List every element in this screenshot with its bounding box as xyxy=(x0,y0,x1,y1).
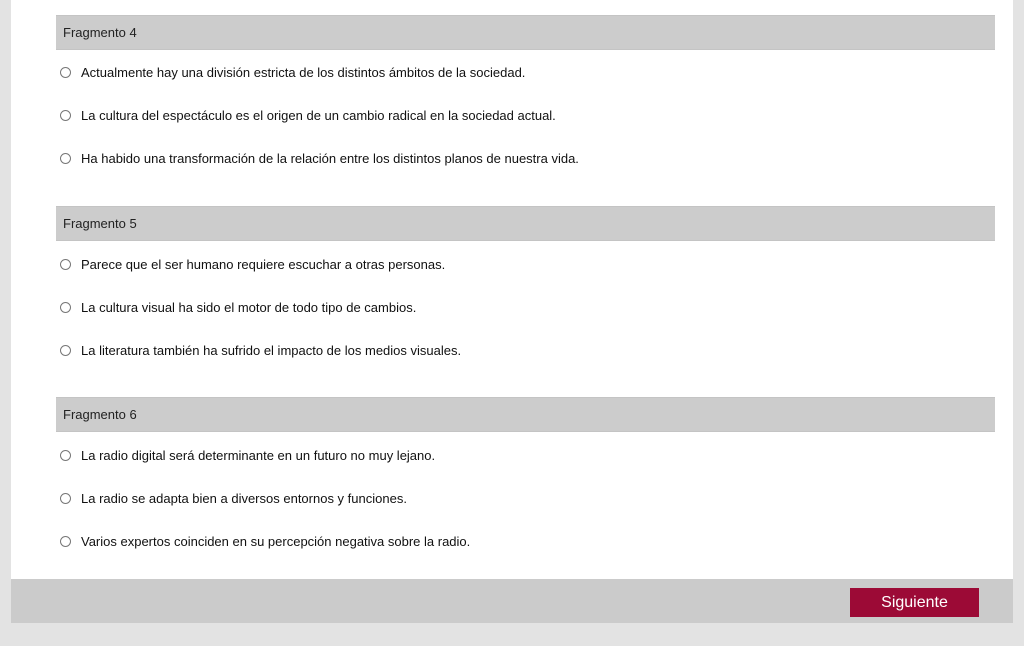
answer-option[interactable] xyxy=(60,488,407,508)
answer-option[interactable] xyxy=(60,340,461,360)
answer-option[interactable] xyxy=(60,531,470,551)
answer-option-label: La radio digital será determinante en un futuro no muy lejano. xyxy=(81,447,436,463)
answer-option[interactable] xyxy=(60,445,435,465)
answer-option[interactable] xyxy=(60,62,525,82)
section-header-fragmento-4: Fragmento 4 xyxy=(56,15,995,50)
section-header-fragmento-6: Fragmento 6 xyxy=(56,397,995,432)
answer-option-label: La cultura del espectáculo es el origen de un cambio radical en la sociedad actual. xyxy=(81,107,556,123)
answer-option[interactable] xyxy=(60,105,556,125)
radio-button[interactable] xyxy=(60,536,71,547)
answer-option-label: Actualmente hay una división estricta de los distintos ámbitos de la sociedad. xyxy=(81,64,526,80)
radio-button[interactable] xyxy=(60,450,71,461)
answer-option[interactable] xyxy=(60,297,416,317)
answer-option-label: La literatura también ha sufrido el impacto de los medios visuales. xyxy=(81,342,462,358)
radio-button[interactable] xyxy=(60,345,71,356)
radio-button[interactable] xyxy=(60,302,71,313)
radio-button[interactable] xyxy=(60,110,71,121)
radio-button[interactable] xyxy=(60,493,71,504)
answer-option-label: Ha habido una transformación de la relación entre los distintos planos de nuestra vida. xyxy=(81,150,579,166)
answer-option-label: La cultura visual ha sido el motor de todo tipo de cambios. xyxy=(81,299,417,315)
section-header-fragmento-5: Fragmento 5 xyxy=(56,206,995,241)
radio-button[interactable] xyxy=(60,67,71,78)
answer-option[interactable] xyxy=(60,254,445,274)
radio-button[interactable] xyxy=(60,259,71,270)
next-button[interactable]: Siguiente xyxy=(850,588,979,617)
answer-option-label: La radio se adapta bien a diversos entornos y funciones. xyxy=(81,490,407,506)
answer-option[interactable] xyxy=(60,148,579,168)
radio-button[interactable] xyxy=(60,153,71,164)
answer-option-label: Varios expertos coinciden en su percepción negativa sobre la radio. xyxy=(81,533,471,549)
answer-option-label: Parece que el ser humano requiere escuchar a otras personas. xyxy=(81,256,446,272)
